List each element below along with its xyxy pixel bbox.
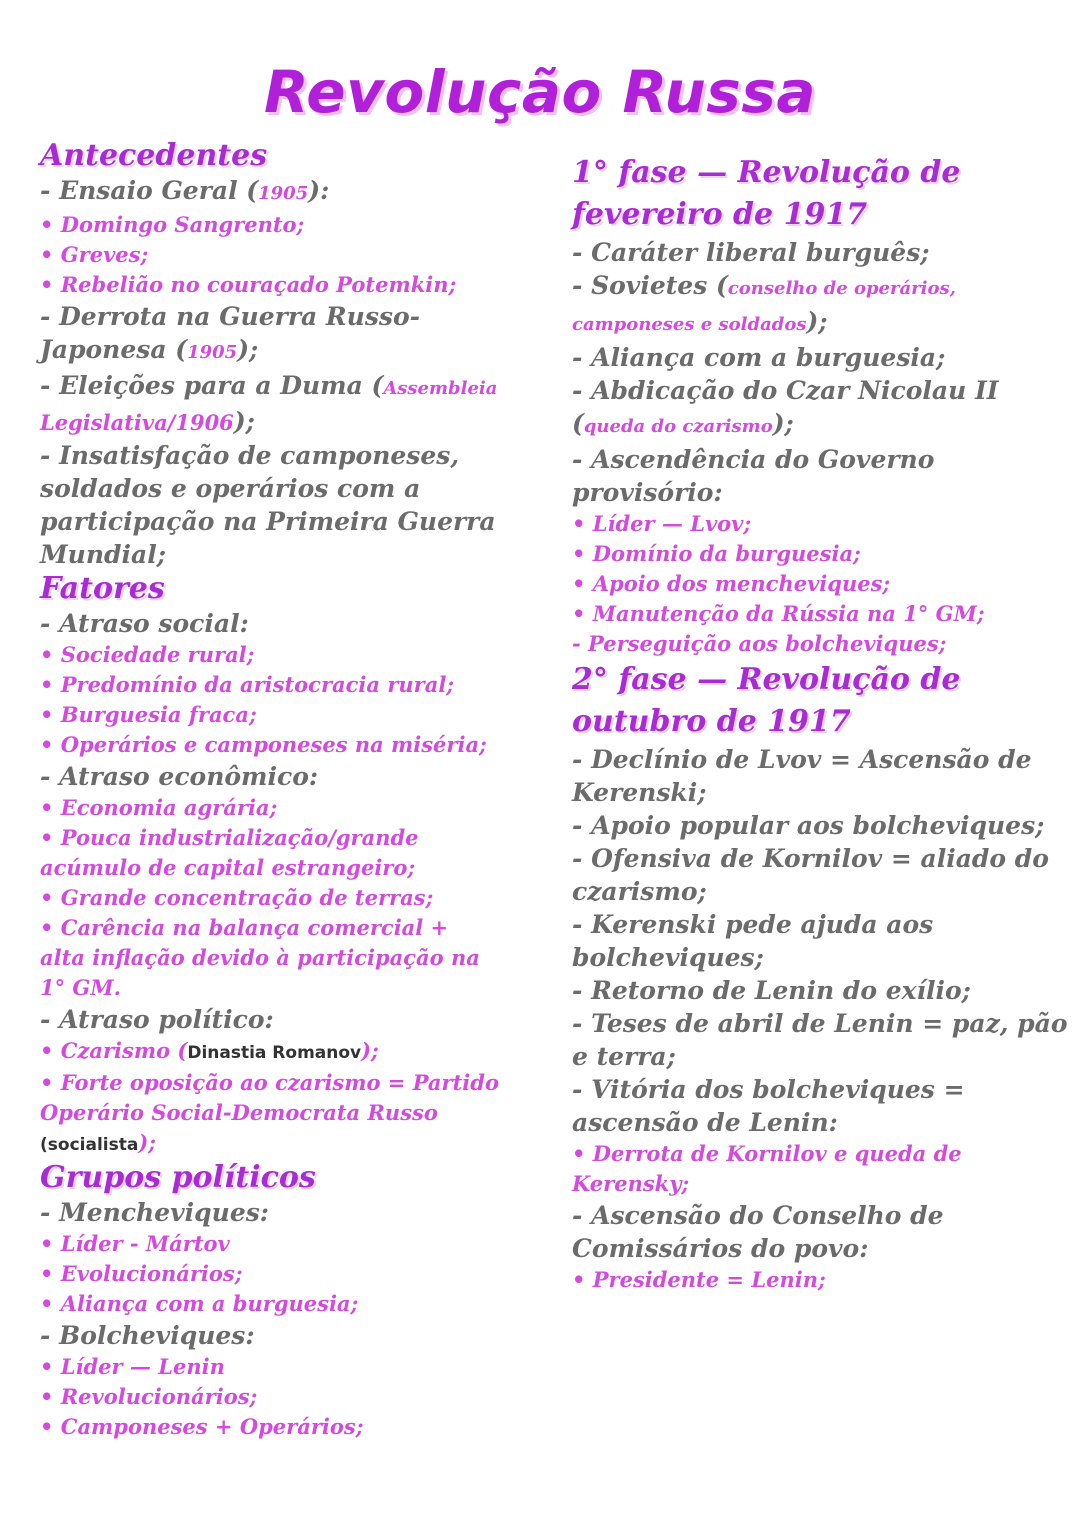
bullet-p1: • Czarismo (Dinastia Romanov); [40, 1038, 379, 1063]
text-f2-l5: - Retorno de Lenin do exílio; [572, 976, 971, 1005]
text-eleicoes-2: Legislativa/1906); [40, 407, 255, 436]
text-atraso-social: - Atraso social: [40, 609, 249, 638]
text-f2-l8b: Comissários do povo: [572, 1234, 869, 1263]
text-f2-l7b: ascensão de Lenin: [572, 1108, 838, 1137]
page-title: Revolução Russa [264, 58, 816, 126]
bullet-domingo: • Domingo Sangrento; [40, 212, 305, 237]
text-eleicoes-1: - Eleições para a Duma (Assembleia [40, 371, 498, 400]
text-derrota-2: Japonesa (1905); [40, 335, 259, 364]
bullet-e1: • Economia agrária; [40, 795, 278, 820]
text-f1-l4b: (queda do czarismo); [572, 409, 794, 438]
bullet-f2-b1a: • Derrota de Kornilov e queda de [572, 1141, 962, 1166]
text-insat-3: participação na Primeira Guerra [40, 507, 496, 536]
text-bolcheviques: - Bolcheviques: [40, 1321, 255, 1350]
text-f1-l1: - Caráter liberal burguês; [572, 238, 930, 267]
bullet-p2b: Operário Social-Democrata Russo [40, 1100, 438, 1125]
text-f2-l1b: Kerenski; [572, 778, 707, 807]
text-f1-l5a: - Ascendência do Governo [572, 445, 935, 474]
heading-fase2-2: outubro de 1917 [572, 704, 851, 739]
bullet-e3: • Grande concentração de terras; [40, 885, 434, 910]
bullet-greves: • Greves; [40, 242, 149, 267]
bullet-f2-b1b: Kerensky; [572, 1171, 690, 1196]
bullet-e4b: alta inflação devido à participação na [40, 945, 480, 970]
text-insat-4: Mundial; [40, 540, 166, 569]
bullet-e4c: 1° GM. [40, 975, 121, 1000]
bullet-bo3: • Camponeses + Operários; [40, 1414, 364, 1439]
heading-fase2-1: 2° fase — Revolução de [572, 662, 961, 697]
heading-fase1-2: fevereiro de 1917 [572, 197, 868, 232]
text-f1-l2: - Sovietes (conselho de operários, [572, 271, 956, 300]
text-f2-l2: - Apoio popular aos bolcheviques; [572, 811, 1045, 840]
text-f1-l2b: camponeses e soldados); [572, 307, 828, 336]
bullet-e4a: • Carência na balança comercial + [40, 915, 449, 940]
text-f2-l4a: - Kerenski pede ajuda aos [572, 910, 934, 939]
text-f2-l6b: e terra; [572, 1042, 676, 1071]
bullet-m3: • Aliança com a burguesia; [40, 1291, 359, 1316]
bullet-bo2: • Revolucionários; [40, 1384, 258, 1409]
text-f2-l3a: - Ofensiva de Kornilov = aliado do [572, 844, 1049, 873]
text-f2-l1a: - Declínio de Lvov = Ascensão de [572, 745, 1032, 774]
text-f2-l4b: bolcheviques; [572, 943, 764, 972]
right-column [572, 152, 1068, 1295]
bullet-p2a: • Forte oposição ao czarismo = Partido [40, 1070, 499, 1095]
bullet-s1: • Sociedade rural; [40, 642, 255, 667]
bullet-m2: • Evolucionários; [40, 1261, 243, 1286]
text-ensaio-geral: - Ensaio Geral (1905): [40, 176, 330, 205]
bullet-f1-b5: - Perseguição aos bolcheviques; [572, 631, 947, 656]
bullet-f1-b3: • Apoio dos mencheviques; [572, 571, 891, 596]
heading-fase1-1: 1° fase — Revolução de [572, 155, 961, 190]
text-f1-l4: - Abdicação do Czar Nicolau II [572, 376, 999, 405]
bullet-f1-b4: • Manutenção da Rússia na 1° GM; [572, 601, 985, 626]
bullet-f1-b2: • Domínio da burguesia; [572, 541, 861, 566]
bullet-s2: • Predomínio da aristocracia rural; [40, 672, 455, 697]
bullet-s3: • Burguesia fraca; [40, 702, 257, 727]
text-atraso-politico: - Atraso político: [40, 1005, 274, 1034]
bullet-potemkin: • Rebelião no couraçado Potemkin; [40, 272, 457, 297]
heading-fatores: Fatores [40, 571, 165, 606]
bullet-f2-b2: • Presidente = Lenin; [572, 1267, 826, 1292]
bullet-f1-b1: • Líder — Lvov; [572, 511, 752, 536]
text-mencheviques: - Mencheviques: [40, 1198, 270, 1227]
text-insat-2: soldados e operários com a [40, 474, 421, 503]
bullet-m1: • Líder - Mártov [40, 1231, 230, 1256]
bullet-e2a: • Pouca industrialização/grande [40, 825, 419, 850]
text-f2-l6a: - Teses de abril de Lenin = paz, pão [572, 1009, 1068, 1038]
bullet-p2c: (socialista); [40, 1130, 157, 1155]
heading-antecedentes: Antecedentes [40, 138, 268, 173]
text-derrota-1: - Derrota na Guerra Russo- [40, 302, 421, 331]
heading-grupos: Grupos políticos [40, 1160, 316, 1195]
bullet-s4: • Operários e camponeses na miséria; [40, 732, 487, 757]
left-column [40, 138, 540, 1442]
text-f2-l3b: czarismo; [572, 877, 707, 906]
text-f1-l5b: provisório: [572, 478, 723, 507]
text-f1-l3: - Aliança com a burguesia; [572, 343, 946, 372]
text-insat-1: - Insatisfação de camponeses, [40, 441, 460, 470]
bullet-e2b: acúmulo de capital estrangeiro; [40, 855, 416, 880]
bullet-bo1: • Líder — Lenin [40, 1354, 225, 1379]
text-f2-l8a: - Ascensão do Conselho de [572, 1201, 944, 1230]
text-f2-l7a: - Vitória dos bolcheviques = [572, 1075, 965, 1104]
text-atraso-economico: - Atraso econômico: [40, 762, 319, 791]
